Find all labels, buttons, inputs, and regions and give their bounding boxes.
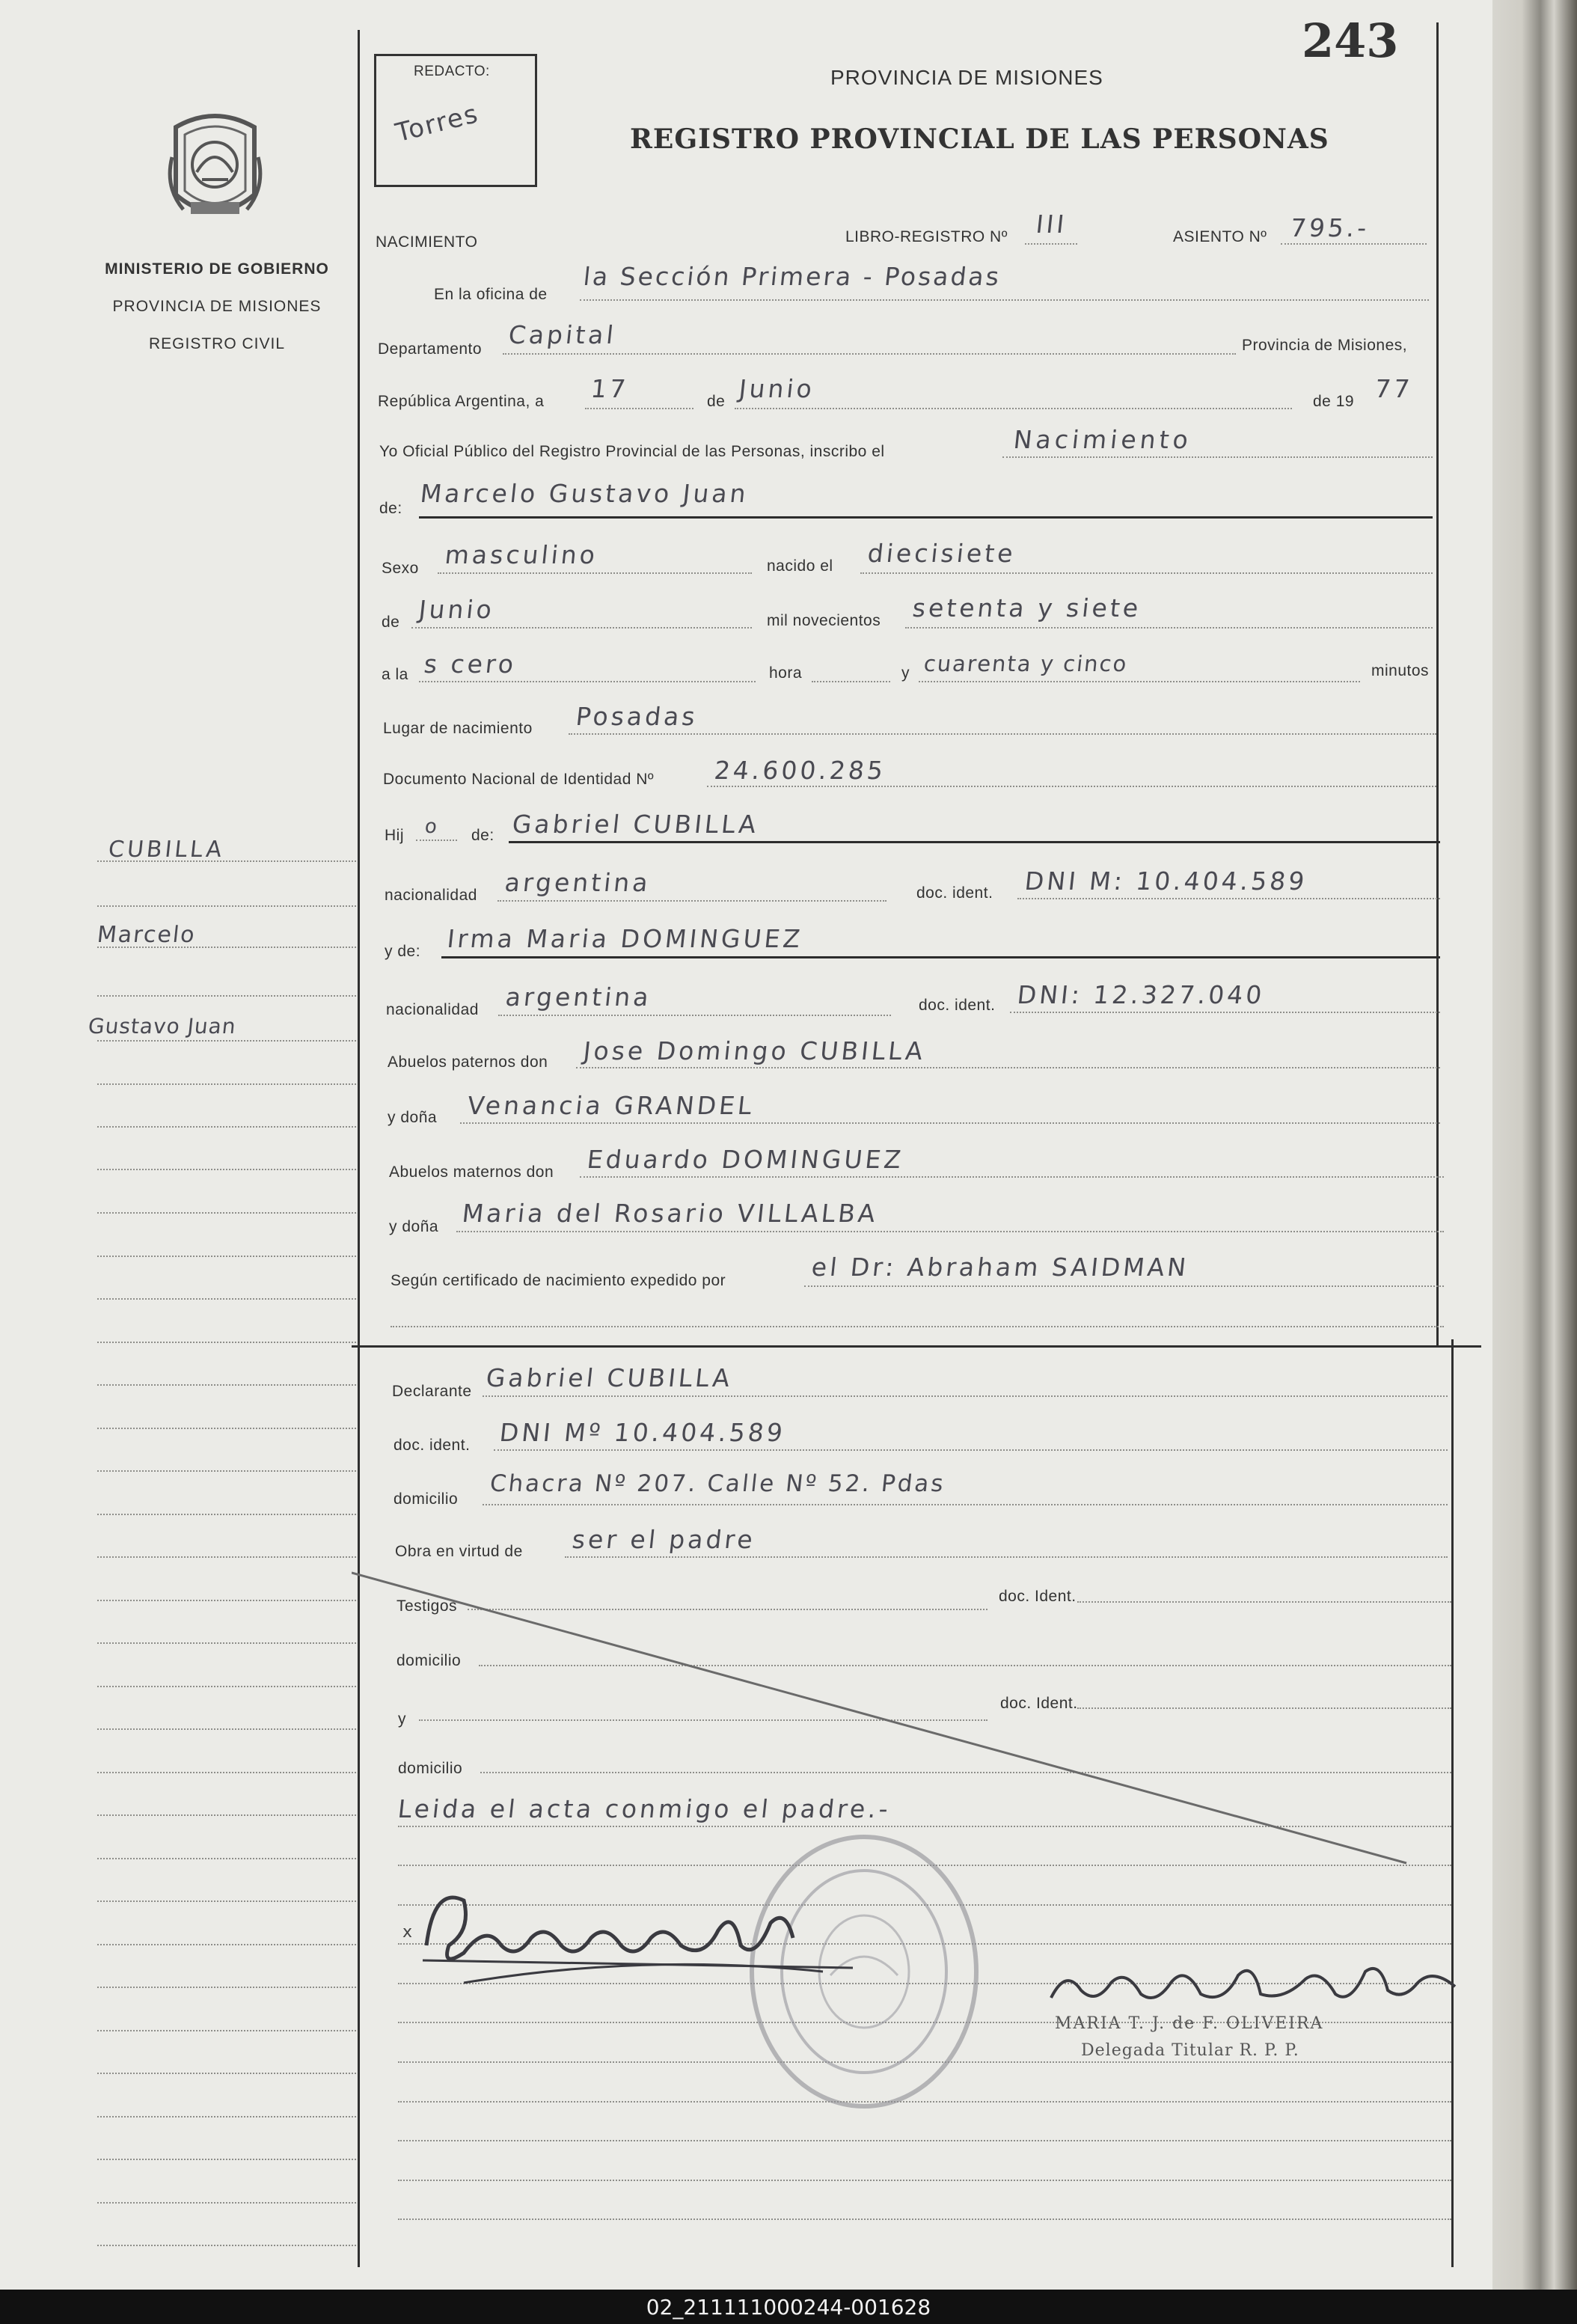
declarante-label: Declarante bbox=[392, 1383, 472, 1400]
dotted-line bbox=[398, 2218, 1451, 2220]
footer-caption-bar bbox=[0, 2290, 1577, 2324]
dotted-line bbox=[1025, 243, 1077, 245]
sexo-label: Sexo bbox=[382, 560, 419, 577]
officer-name: MARIA T. J. de F. OLIVEIRA bbox=[1055, 2014, 1324, 2033]
father-value: Gabriel CUBILLA bbox=[510, 810, 761, 839]
provincia-suffix: Provincia de Misiones, bbox=[1242, 337, 1408, 354]
declarant-doc-ident-label: doc. ident. bbox=[394, 1437, 471, 1454]
declarant-doc-ident-value: DNI Mº 10.404.589 bbox=[497, 1418, 787, 1447]
oficina-value: la Sección Primera - Posadas bbox=[581, 262, 1003, 291]
margin-rule bbox=[97, 1600, 359, 1601]
header-province: PROVINCIA DE MISIONES bbox=[830, 66, 1103, 89]
declarant-domicilio-value: Chacra Nº 207. Calle Nº 52. Pdas bbox=[489, 1470, 947, 1497]
oficina-label: En la oficina de bbox=[434, 286, 548, 303]
margin-rule bbox=[97, 1428, 359, 1429]
frame-left-line bbox=[358, 30, 360, 2267]
officer-signature bbox=[1036, 1953, 1463, 2013]
abuelos-maternos-value: Eduardo DOMINGUEZ bbox=[585, 1145, 906, 1174]
declarant-signature bbox=[419, 1878, 898, 1990]
month-value: Junio bbox=[737, 374, 816, 403]
margin-name-2: Gustavo Juan bbox=[87, 1014, 238, 1039]
redacto-label: REDACTO: bbox=[414, 64, 490, 79]
province-emblem-icon bbox=[161, 105, 269, 232]
dotted-line bbox=[483, 1395, 1448, 1397]
dotted-line bbox=[456, 1231, 1444, 1232]
margin-rule bbox=[97, 1256, 359, 1257]
y-doc-label: doc. Ident. bbox=[1000, 1695, 1078, 1712]
provincia-label: PROVINCIA DE MISIONES bbox=[112, 298, 322, 315]
margin-rule bbox=[97, 1556, 359, 1558]
margin-rule bbox=[97, 1728, 359, 1730]
footer-caption: 02_211111000244-001628 bbox=[646, 2294, 931, 2320]
testigos-label: Testigos bbox=[396, 1597, 458, 1615]
year-label: de 19 bbox=[1313, 393, 1355, 410]
dni-value: 24.600.285 bbox=[712, 756, 888, 785]
dotted-line bbox=[804, 1285, 1444, 1287]
closing-statement: Leida el acta conmigo el padre.- bbox=[396, 1794, 892, 1823]
dotted-line bbox=[580, 299, 1429, 301]
margin-rule bbox=[97, 2159, 359, 2160]
dotted-line bbox=[416, 840, 457, 841]
dotted-line bbox=[569, 733, 1436, 735]
doc-ident-2-value: DNI: 12.327.040 bbox=[1015, 980, 1267, 1009]
record-type-label: NACIMIENTO bbox=[376, 233, 478, 251]
margin-rule bbox=[97, 1126, 359, 1128]
margin-rule bbox=[97, 1944, 359, 1945]
dotted-line bbox=[398, 2140, 1451, 2141]
nacionalidad-2-value: argentina bbox=[503, 982, 653, 1012]
left-margin-header bbox=[82, 251, 352, 363]
solid-line bbox=[419, 516, 1433, 519]
hora-label: hora bbox=[769, 664, 803, 682]
mil-label: mil novecientos bbox=[767, 612, 881, 629]
de-month-label: de bbox=[382, 614, 400, 631]
margin-rule bbox=[97, 947, 359, 948]
doc-ident-2-label: doc. ident. bbox=[919, 997, 996, 1014]
sexo-value: masculino bbox=[443, 540, 600, 569]
asiento-label: ASIENTO Nº bbox=[1173, 228, 1267, 245]
dotted-line bbox=[905, 627, 1433, 629]
margin-rule bbox=[97, 860, 359, 862]
y-de-label: y de: bbox=[385, 943, 421, 960]
oficial-value: Nacimiento bbox=[1011, 425, 1193, 454]
hij-label: Hij bbox=[385, 827, 404, 844]
dotted-line bbox=[1002, 456, 1433, 458]
libro-value: III bbox=[1034, 210, 1069, 239]
obra-value: ser el padre bbox=[570, 1525, 757, 1554]
child-name-value: Marcelo Gustavo Juan bbox=[418, 479, 750, 508]
dotted-line bbox=[919, 681, 1360, 682]
minutos-label: minutos bbox=[1371, 662, 1430, 679]
margin-rule bbox=[97, 1040, 359, 1042]
nacido-value: diecisiete bbox=[866, 539, 1017, 568]
margin-rule bbox=[97, 1298, 359, 1300]
dotted-line bbox=[576, 1067, 1440, 1068]
dotted-line bbox=[860, 572, 1433, 574]
margin-rule bbox=[97, 2073, 359, 2074]
dotted-line bbox=[565, 1556, 1448, 1558]
de-child-label: de: bbox=[379, 500, 402, 517]
header-registry: REGISTRO PROVINCIAL DE LAS PERSONAS bbox=[630, 123, 1329, 155]
lugar-label: Lugar de nacimiento bbox=[383, 720, 533, 737]
y-dona-1-value: Venancia GRANDEL bbox=[465, 1091, 756, 1120]
frame-right-line-lower bbox=[1451, 1339, 1454, 2267]
dotted-line bbox=[411, 627, 752, 629]
ministerio-label: MINISTERIO DE GOBIERNO bbox=[105, 260, 329, 278]
testigos-doc-label: doc. Ident. bbox=[999, 1588, 1077, 1605]
obra-label: Obra en virtud de bbox=[395, 1543, 523, 1560]
oficial-label: Yo Oficial Público del Registro Provincial de las Personas, inscribo el bbox=[379, 443, 885, 460]
margin-rule bbox=[97, 1814, 359, 1816]
mother-value: Irma Maria DOMINGUEZ bbox=[445, 924, 805, 953]
segun-value: el Dr: Abraham SAIDMAN bbox=[809, 1253, 1191, 1282]
y-label: y bbox=[901, 664, 910, 682]
nacionalidad-2-label: nacionalidad bbox=[386, 1001, 479, 1018]
officer-title: Delegada Titular R. P. P. bbox=[1081, 2041, 1299, 2060]
libro-label: LIBRO-REGISTRO Nº bbox=[845, 228, 1008, 245]
officer-signature-block bbox=[1036, 1953, 1463, 2060]
cancellation-line bbox=[352, 1564, 1429, 1871]
month2-value: Junio bbox=[417, 595, 496, 624]
redacto-value: Torres bbox=[392, 98, 483, 149]
margin-rule bbox=[97, 1342, 359, 1343]
x-mark: x bbox=[402, 1923, 413, 1942]
dotted-line bbox=[498, 1015, 891, 1016]
hora-value: s cero bbox=[422, 649, 518, 679]
a-la-label: a la bbox=[382, 666, 408, 683]
margin-rule bbox=[97, 905, 359, 907]
declarante-value: Gabriel CUBILLA bbox=[484, 1363, 735, 1392]
lugar-value: Posadas bbox=[574, 702, 699, 731]
margin-rule bbox=[97, 1169, 359, 1170]
redacto-box bbox=[374, 54, 537, 187]
margin-rule bbox=[97, 1083, 359, 1085]
nacionalidad-1-value: argentina bbox=[503, 868, 652, 897]
testigos-domicilio-label: domicilio bbox=[396, 1652, 462, 1669]
declarant-domicilio-label: domicilio bbox=[394, 1490, 459, 1508]
dotted-line bbox=[398, 2180, 1451, 2181]
departamento-value: Capital bbox=[506, 320, 618, 349]
dotted-line bbox=[483, 1504, 1448, 1505]
dotted-line bbox=[419, 681, 756, 682]
witness-2-domicilio-label: domicilio bbox=[398, 1760, 463, 1777]
mil-value: setenta y siete bbox=[910, 593, 1143, 623]
de-label: de bbox=[707, 393, 726, 410]
departamento-label: Departamento bbox=[378, 340, 483, 358]
abuelos-maternos-label: Abuelos maternos don bbox=[389, 1163, 554, 1181]
dotted-line bbox=[460, 1122, 1440, 1124]
asiento-value: 795.- bbox=[1288, 213, 1371, 242]
dotted-line bbox=[1017, 898, 1440, 899]
frame-right-line bbox=[1436, 22, 1439, 1347]
margin-rule bbox=[97, 1858, 359, 1859]
y-dona-1-label: y doña bbox=[388, 1109, 438, 1126]
doc-ident-1-value: DNI M: 10.404.589 bbox=[1023, 866, 1309, 896]
book-page-edges bbox=[1485, 0, 1577, 2290]
margin-rule bbox=[97, 1772, 359, 1773]
margin-rule bbox=[97, 1686, 359, 1687]
hij-de-label: de: bbox=[471, 827, 494, 844]
dotted-line bbox=[497, 900, 887, 902]
doc-ident-1-label: doc. ident. bbox=[916, 884, 993, 902]
minutos-value: cuarenta y cinco bbox=[922, 651, 1130, 676]
dotted-line bbox=[503, 353, 1236, 355]
solid-line bbox=[441, 956, 1440, 958]
nacionalidad-1-label: nacionalidad bbox=[385, 887, 477, 904]
margin-rule bbox=[97, 1384, 359, 1386]
margin-name-1: Marcelo bbox=[96, 922, 197, 948]
margin-rule bbox=[97, 1470, 359, 1472]
dotted-line bbox=[580, 1176, 1444, 1178]
margin-rule bbox=[97, 1212, 359, 1214]
margin-rule bbox=[97, 2030, 359, 2031]
registro-civil-label: REGISTRO CIVIL bbox=[148, 335, 286, 352]
nacido-label: nacido el bbox=[767, 557, 833, 575]
page-number: 243 bbox=[1302, 13, 1399, 68]
y-witness-label: y bbox=[398, 1710, 406, 1728]
dotted-line bbox=[1281, 243, 1427, 245]
margin-rule bbox=[97, 2116, 359, 2117]
margin-rule bbox=[97, 2245, 359, 2246]
margin-rule bbox=[97, 1987, 359, 1988]
abuelos-paternos-label: Abuelos paternos don bbox=[388, 1054, 548, 1071]
day-value: 17 bbox=[589, 374, 631, 403]
year-value: 77 bbox=[1373, 374, 1415, 403]
margin-rule bbox=[97, 995, 359, 997]
dotted-line bbox=[494, 1449, 1448, 1451]
republica-label: República Argentina, a bbox=[378, 393, 545, 410]
margin-rule bbox=[97, 2202, 359, 2204]
dotted-line bbox=[735, 408, 1292, 409]
y-dona-2-value: Maria del Rosario VILLALBA bbox=[460, 1199, 880, 1228]
dotted-line bbox=[438, 572, 752, 574]
section-divider bbox=[352, 1345, 1481, 1348]
solid-line bbox=[509, 841, 1440, 843]
dotted-line bbox=[707, 786, 1436, 787]
margin-rule bbox=[97, 1901, 359, 1902]
dotted-line bbox=[391, 1326, 1444, 1327]
margin-rule bbox=[97, 1642, 359, 1644]
segun-label: Según certificado de nacimiento expedido por bbox=[391, 1272, 726, 1289]
dni-label: Documento Nacional de Identidad Nº bbox=[383, 771, 655, 788]
dotted-line bbox=[1010, 1012, 1440, 1013]
margin-surname: CUBILLA bbox=[107, 837, 226, 863]
margin-rule bbox=[97, 1514, 359, 1515]
y-dona-2-label: y doña bbox=[389, 1218, 439, 1235]
dotted-line bbox=[585, 408, 693, 409]
abuelos-paternos-value: Jose Domingo CUBILLA bbox=[581, 1036, 928, 1065]
dotted-line bbox=[812, 681, 890, 682]
hij-value: o bbox=[423, 816, 441, 838]
